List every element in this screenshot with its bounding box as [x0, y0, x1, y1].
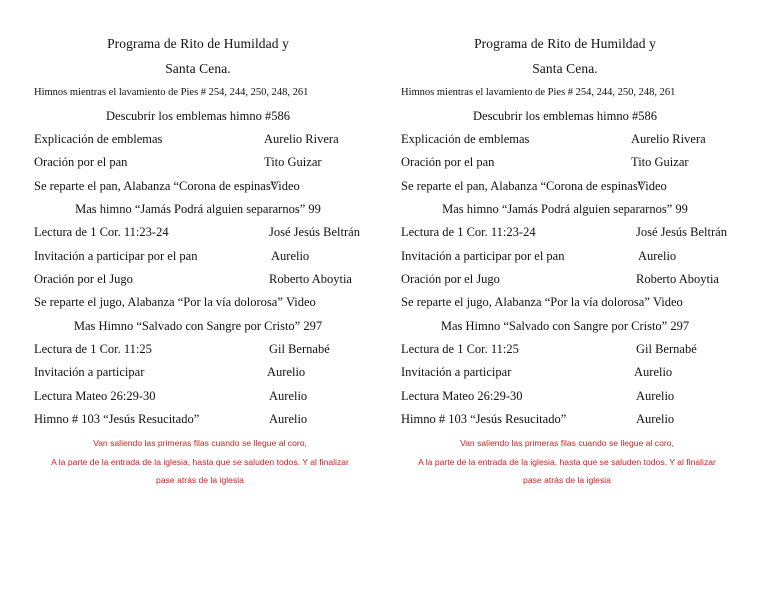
discover-emblems: Descubrir los emblemas himno #586	[473, 109, 657, 123]
item-right: Aurelio	[271, 249, 310, 263]
program-left	[18, 0, 378, 594]
item-left: Se reparte el pan, Alabanza “Corona de espinas”	[34, 179, 277, 193]
item-left: Invitación a participar por el pan	[34, 249, 198, 263]
item-right: Gil Bernabé	[636, 342, 697, 356]
item-right: Aurelio	[269, 412, 308, 426]
item-right: Tito Guizar	[264, 155, 322, 169]
program-title-line2: Santa Cena.	[532, 61, 598, 76]
item-left: Oración por el Jugo	[401, 272, 500, 286]
item-left: Lectura de 1 Cor. 11:23-24	[401, 225, 536, 239]
hymns-feet-washing: Himnos mientras el lavamiento de Pies # 254, 244, 250, 248, 261	[34, 87, 309, 98]
item-left: Oración por el Jugo	[34, 272, 133, 286]
mas-himno-1: Mas himno “Jamás Podrá alguien separarnos” 99	[442, 202, 688, 216]
item-left: Himno # 103 “Jesús Resucitado”	[34, 412, 200, 426]
item-left: Explicación de emblemas	[401, 132, 530, 146]
item-right: Tito Guizar	[631, 155, 689, 169]
item-left: Oración por el pan	[34, 155, 128, 169]
item-right: Video	[637, 179, 667, 193]
program-title-line1: Programa de Rito de Humildad y	[474, 36, 656, 51]
item-left: Himno # 103 “Jesús Resucitado”	[401, 412, 567, 426]
item-left: Invitación a participar	[401, 365, 512, 379]
note-line: Van saliendo las primeras filas cuando se llegue al coro,	[93, 438, 307, 448]
discover-emblems: Descubrir los emblemas himno #586	[106, 109, 290, 123]
item-right: Aurelio	[634, 365, 673, 379]
item-left: Explicación de emblemas	[34, 132, 163, 146]
item-left: Se reparte el jugo, Alabanza “Por la vía dolorosa”	[401, 295, 650, 309]
item-right: Aurelio	[269, 389, 308, 403]
item-right: José Jesús Beltrán	[636, 225, 727, 239]
item-left: Lectura de 1 Cor. 11:23-24	[34, 225, 169, 239]
item-right: Aurelio	[636, 412, 675, 426]
item-left: Lectura Mateo 26:29-30	[401, 389, 523, 403]
program-title-line2: Santa Cena.	[165, 61, 231, 76]
item-right: Gil Bernabé	[269, 342, 330, 356]
item-right: Aurelio Rivera	[264, 132, 339, 146]
item-left: Invitación a participar	[34, 365, 145, 379]
mas-himno-2: Mas Himno “Salvado con Sangre por Cristo” 297	[73, 319, 323, 333]
mas-himno-1: Mas himno “Jamás Podrá alguien separarnos” 99	[75, 202, 321, 216]
program-title-line1: Programa de Rito de Humildad y	[107, 36, 289, 51]
item-left: Se reparte el pan, Alabanza “Corona de espinas”	[401, 179, 644, 193]
item-right: Aurelio	[267, 365, 306, 379]
program-right	[385, 0, 745, 594]
item-right: Aurelio	[636, 389, 675, 403]
hymns-feet-washing: Himnos mientras el lavamiento de Pies # 254, 244, 250, 248, 261	[401, 87, 676, 98]
item-right: Video	[286, 295, 316, 309]
item-left: Se reparte el jugo, Alabanza “Por la vía dolorosa”	[34, 295, 283, 309]
item-left: Lectura Mateo 26:29-30	[34, 389, 156, 403]
item-right: Roberto Aboytia	[269, 272, 352, 286]
item-left: Lectura de 1 Cor. 11:25	[401, 342, 519, 356]
mas-himno-2: Mas Himno “Salvado con Sangre por Cristo” 297	[440, 319, 690, 333]
item-left: Lectura de 1 Cor. 11:25	[34, 342, 152, 356]
note-line: pase atrás de la iglesia	[523, 475, 611, 485]
item-left: Invitación a participar por el pan	[401, 249, 565, 263]
item-right: Aurelio Rivera	[631, 132, 706, 146]
item-right: Video	[653, 295, 683, 309]
note-line: A la parte de la entrada de la iglesia, hasta que se saluden todos. Y al finalizar	[51, 457, 349, 467]
note-line: A la parte de la entrada de la iglesia, hasta que se saluden todos. Y al finalizar	[418, 457, 716, 467]
item-right: Aurelio	[638, 249, 677, 263]
item-right: Roberto Aboytia	[636, 272, 719, 286]
note-line: pase atrás de la iglesia	[156, 475, 244, 485]
item-right: José Jesús Beltrán	[269, 225, 360, 239]
item-left: Oración por el pan	[401, 155, 495, 169]
note-line: Van saliendo las primeras filas cuando se llegue al coro,	[460, 438, 674, 448]
item-right: Video	[270, 179, 300, 193]
